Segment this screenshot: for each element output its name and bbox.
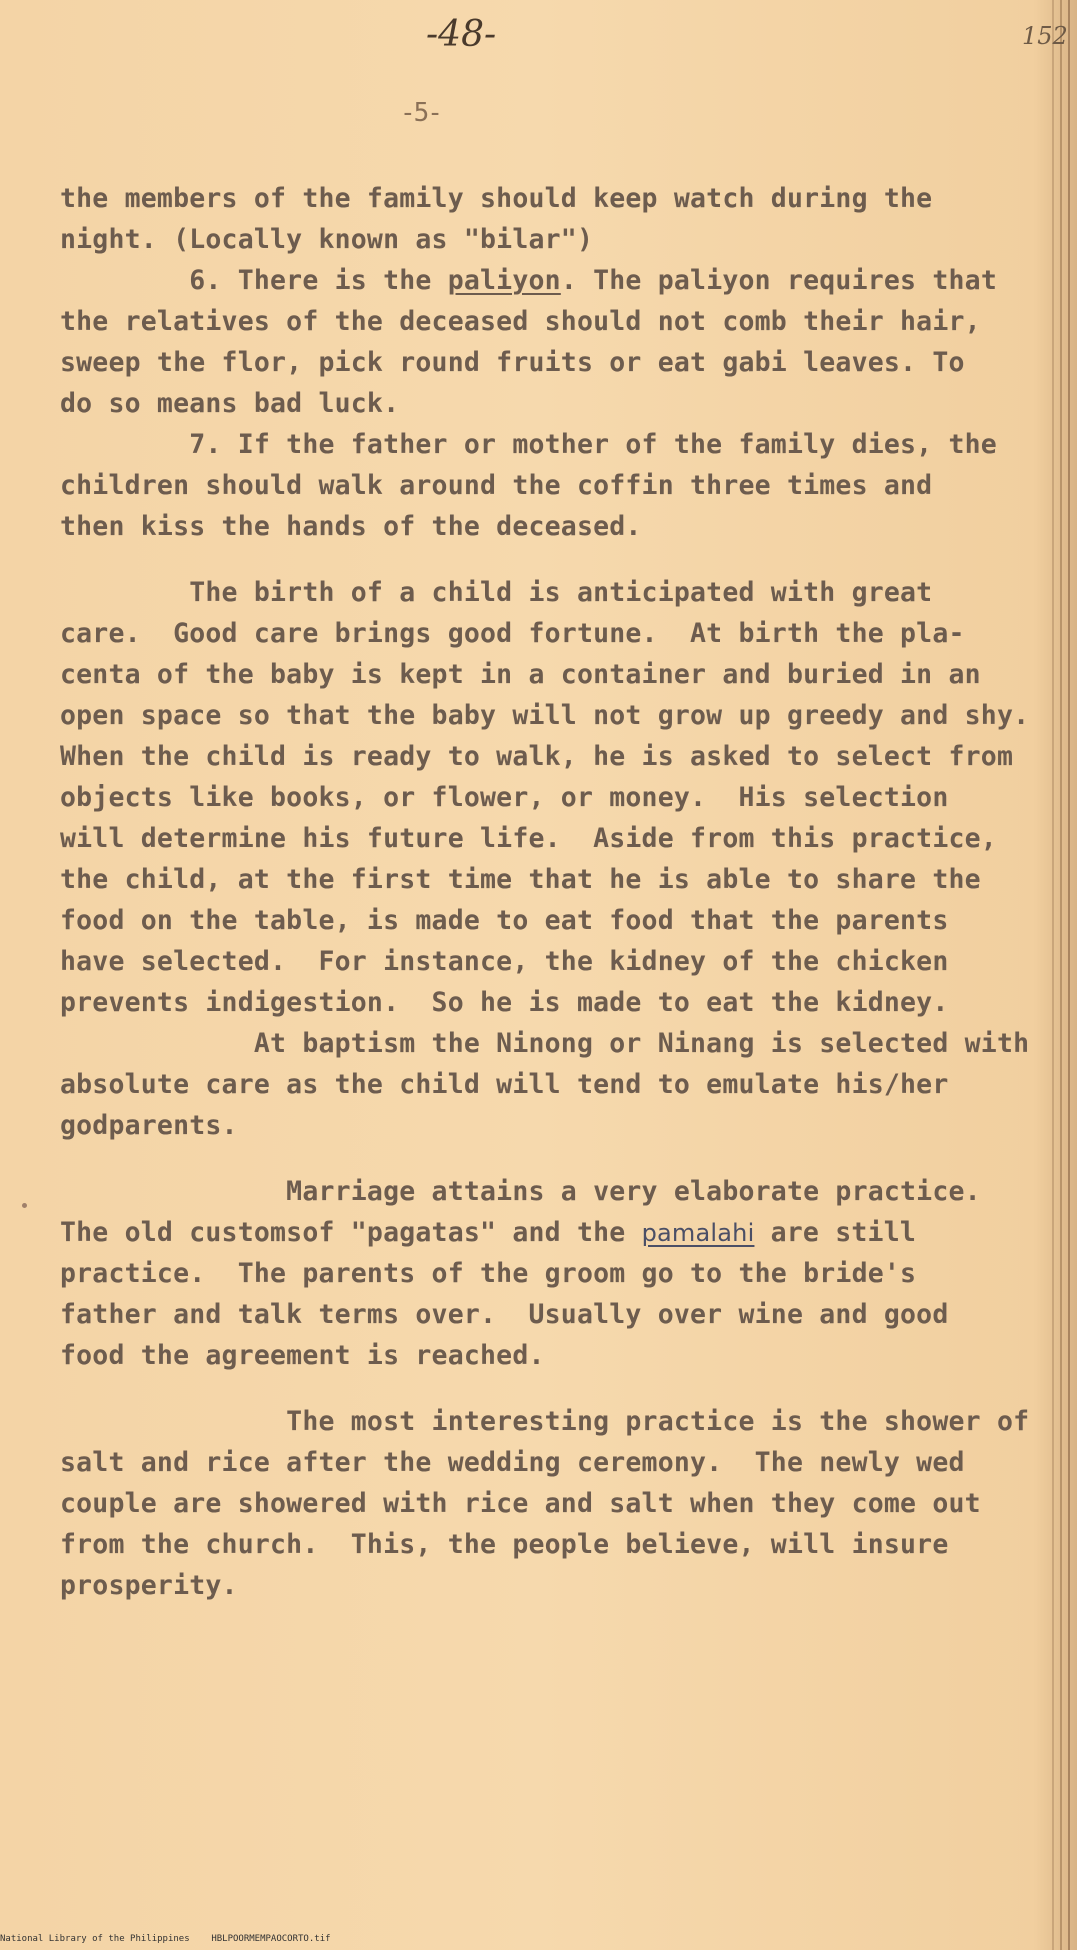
text-line: have selected. For instance, the kidney of the chicken <box>60 946 949 977</box>
text-segment: . The paliyon requires that <box>560 265 997 296</box>
scan-footer: National Library of the Philippines HBLPOORMEMPAOCORTO.tif <box>0 1934 331 1944</box>
text-line: the members of the family should keep watch during the <box>60 183 933 214</box>
text-line: children should walk around the coffin three times and <box>60 470 933 501</box>
text-line: godparents. <box>60 1110 238 1141</box>
text-line: open space so that the baby will not grow up greedy and shy. <box>60 700 1030 731</box>
text-line: the relatives of the deceased should not comb their hair, <box>60 306 981 337</box>
underlined-term-paliyon: paliyon <box>447 265 561 296</box>
page-edge <box>1068 0 1070 1950</box>
text-segment: 6. There is the <box>60 265 448 296</box>
text-line: food on the table, is made to eat food that the parents <box>60 905 949 936</box>
text-line: At baptism the Ninong or Ninang is selected with <box>60 1028 1030 1059</box>
text-line: do so means bad luck. <box>60 388 400 419</box>
text-line: salt and rice after the wedding ceremony. The newly wed <box>60 1447 965 1478</box>
text-line: When the child is ready to walk, he is asked to select from <box>60 741 1014 772</box>
text-line: couple are showered with rice and salt when they come out <box>60 1488 981 1519</box>
page-number: -48- <box>426 14 497 55</box>
text-line: The birth of a child is anticipated with great <box>60 577 933 608</box>
text-segment: are still <box>754 1217 916 1248</box>
typed-text <box>60 178 1040 1606</box>
text-line <box>60 260 1040 301</box>
text-line: sweep the flor, pick round fruits or eat gabi leaves. To <box>60 347 965 378</box>
text-line: will determine his future life. Aside from this practice, <box>60 823 997 854</box>
text-line: Marriage attains a very elaborate practice. <box>60 1176 981 1207</box>
text-line: absolute care as the child will tend to emulate his/her <box>60 1069 949 1100</box>
text-line: night. (Locally known as "bilar") <box>60 224 594 255</box>
text-line: The most interesting practice is the shower of <box>60 1406 1030 1437</box>
underlined-term-pamalahi: pamalahi <box>641 1219 755 1247</box>
page-edge <box>1052 0 1054 1950</box>
ink-speck <box>22 1203 27 1208</box>
sub-page-mark: -5- <box>400 98 441 128</box>
text-line: then kiss the hands of the deceased. <box>60 511 642 542</box>
folio-number: 152 <box>1022 22 1068 50</box>
text-line: prevents indigestion. So he is made to eat the kidney. <box>60 987 949 1018</box>
text-line: father and talk terms over. Usually over wine and good <box>60 1299 949 1330</box>
text-line: food the agreement is reached. <box>60 1340 545 1371</box>
text-line: from the church. This, the people believe, will insure <box>60 1529 949 1560</box>
text-line <box>60 1212 1040 1253</box>
text-line: care. Good care brings good fortune. At birth the pla- <box>60 618 965 649</box>
page-edge <box>1060 0 1062 1950</box>
text-line: 7. If the father or mother of the family dies, the <box>60 429 997 460</box>
text-line: centa of the baby is kept in a container and buried in an <box>60 659 981 690</box>
text-line: objects like books, or flower, or money. His selection <box>60 782 949 813</box>
text-segment: The old customsof "pagatas" and the <box>60 1217 642 1248</box>
text-line: practice. The parents of the groom go to the bride's <box>60 1258 917 1289</box>
text-line: prosperity. <box>60 1570 238 1601</box>
text-line: the child, at the first time that he is able to share the <box>60 864 981 895</box>
